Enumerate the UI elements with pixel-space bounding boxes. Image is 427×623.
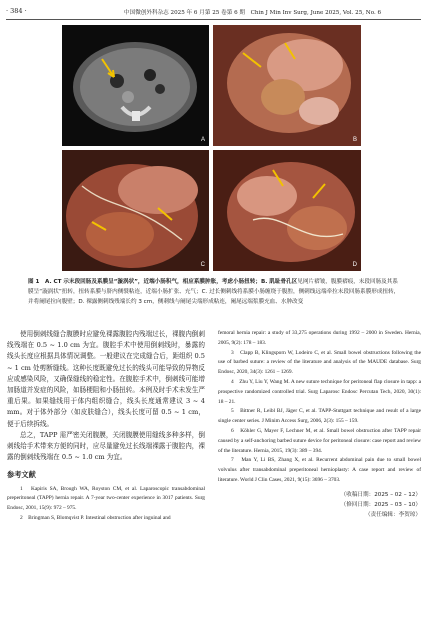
laparoscopic-image-b <box>213 25 361 146</box>
reference-item: 5 Bittner R, Leibl BJ, Jäger C, et al. TAPP-Stuttgart technique and result of a large single center series. J Minim Access Surg, 2006, 2(3): 155 – 159. <box>218 408 421 425</box>
figure-caption <box>28 277 403 307</box>
figure-panel-a <box>62 25 209 146</box>
right-column <box>218 329 421 520</box>
references-heading: 参考文献 <box>7 470 36 480</box>
reference-item: 3 Clapp B, Klingsporn W, Lodeiro C, et al. Small bowel obstructions following the use of barbed suture: a review of the literature and analysis of the MAUDE database. Surg Endosc, 2020, 34(3): 1261 – 1269. <box>218 349 421 376</box>
header-rule <box>6 19 421 20</box>
reference-item: femoral hernia repair: a study of 33,275 operations during 1992 – 2000 in Sweden. Hernia, 2005, 9(2): 178 – 183. <box>218 330 421 346</box>
revised-date: （修回日期：2025 – 03 – 10） <box>340 501 421 508</box>
panel-label-c: C <box>200 262 205 268</box>
reference-item: 7 Man Y, Li BS, Zhang X, et al. Recurrent abdominal pain due to small bowel volvulus after transabdominal preperitoneal hernioplasty: A case report and review of literature. World J Clin Cases, 2021, 9(15): 3696 – 3703. <box>218 457 421 483</box>
caption-title: 图 1 A. CT 示末段回肠及系膜呈“漩涡状”，近端小肠积气，相应系膜肿胀，考虑小肠扭转；B. 肌耻骨孔区 <box>28 279 298 285</box>
ct-scan-image <box>62 25 209 146</box>
reference-item: 4 Zhu Y, Liu Y, Wang M. A new suture technique for peritoneal flap closure in tapp: a prospective randomized controlled trial. Surg Laparosc Endosc Percutan Tech, 2020, 30(1): 18 – 21. <box>218 378 421 405</box>
laparoscopic-image-d <box>213 150 361 271</box>
reference-item: 1 Kapiris SA, Brough WA, Royston CM, et al. Laparoscopic transabdominal preperitoneal (TAPP) hernia repair. A 7-year two-center experience in 3017 patients. Surg Endosc, 2001, 15(9): 972 – 975. <box>7 485 205 512</box>
body-paragraph-2: 总之，TAPP 需严密关闭腹膜，关闭腹膜使用缝线多种多样，倒刺线给手术带来方便的同时，应尽量避免过长线端裸露于腹腔内，裸露的倒刺线残端在 0.5 ~ 1.0 cm 为宜。 <box>7 430 205 462</box>
page-number: · 384 · <box>6 7 27 15</box>
panel-label-a: A <box>200 137 205 143</box>
panel-label-b: B <box>352 137 357 143</box>
journal-line: 中国微创外科杂志 2025 年 6 月第 25 卷第 6 期 Chin J Min Inv Surg, June 2025, Vol. 25, No. 6 <box>124 10 382 16</box>
running-header <box>6 7 421 19</box>
article-dates <box>218 490 421 520</box>
laparoscopic-image-c <box>62 150 209 271</box>
responsible-editor: （责任编辑：李贺琼） <box>365 511 421 518</box>
figure-panel-d <box>213 150 361 271</box>
figure-panel-b <box>213 25 361 146</box>
caption-body: 见网片褶皱，腹膜褶痕，末段回肠及其系膜呈“漩涡状”扭转，扭转系膜与脐内侧襞粘连，近端小肠扩张、充气；C. 过长侧刺线将系膜小肠缠绕于腹腔，侧刺线远端牵拉末段回肠系膜形成扭转，并将阑尾拉向腹壁；D. 裸露侧刺线残端长约 3 cm，侧刺线与阑尾尖端形成粘连，阑尾远端浆膜充血、水肿改变 <box>28 279 400 305</box>
body-paragraph-1: 使用倒刺线缝合腹膜时应避免裸露腹腔内残端过长，裸腹内倒刺线残端在 0.5 ~ 1.0 cm 为宜。腹腔手术中使用倒刺线时，暴露的线头长度应根据具体情况调整。一般建议在完成缝合后，距组织 0.5 ~ 1 cm 处剪断缝线。这种长度既避免过长的线头可能导致的异物反应或感染风险，又确保缝线的稳定性。在腹腔手术中，倒刺线可能增加肠道并发症的风险，如肠梗阻和小肠扭转。本例及时手术未发生严重后果。如果缝线用于体内组织缝合，线头长度通常建议 3 ~ 4 mm。对于体外部分（如皮肤缝合），线头长度可留 0.5 ~ 1 cm，便于后续拆线。 <box>7 330 205 428</box>
figure-panel-c <box>62 150 209 271</box>
reference-item: 6 Köhler G, Mayer F, Lechner M, et al. Small bowel obstruction after TAPP repair caused by a self-anchoring barbed suture device for peritoneal closure: case report and review of the literature. Hernia, 2015, 19(3): 389 – 394. <box>218 427 421 454</box>
left-column <box>7 329 205 524</box>
received-date: （收稿日期：2025 – 02 – 12） <box>340 491 421 498</box>
panel-label-d: D <box>352 262 357 268</box>
reference-item: 2 Bringman S, Blomqvist P. Intestinal obstruction after inguinal and <box>20 515 171 522</box>
